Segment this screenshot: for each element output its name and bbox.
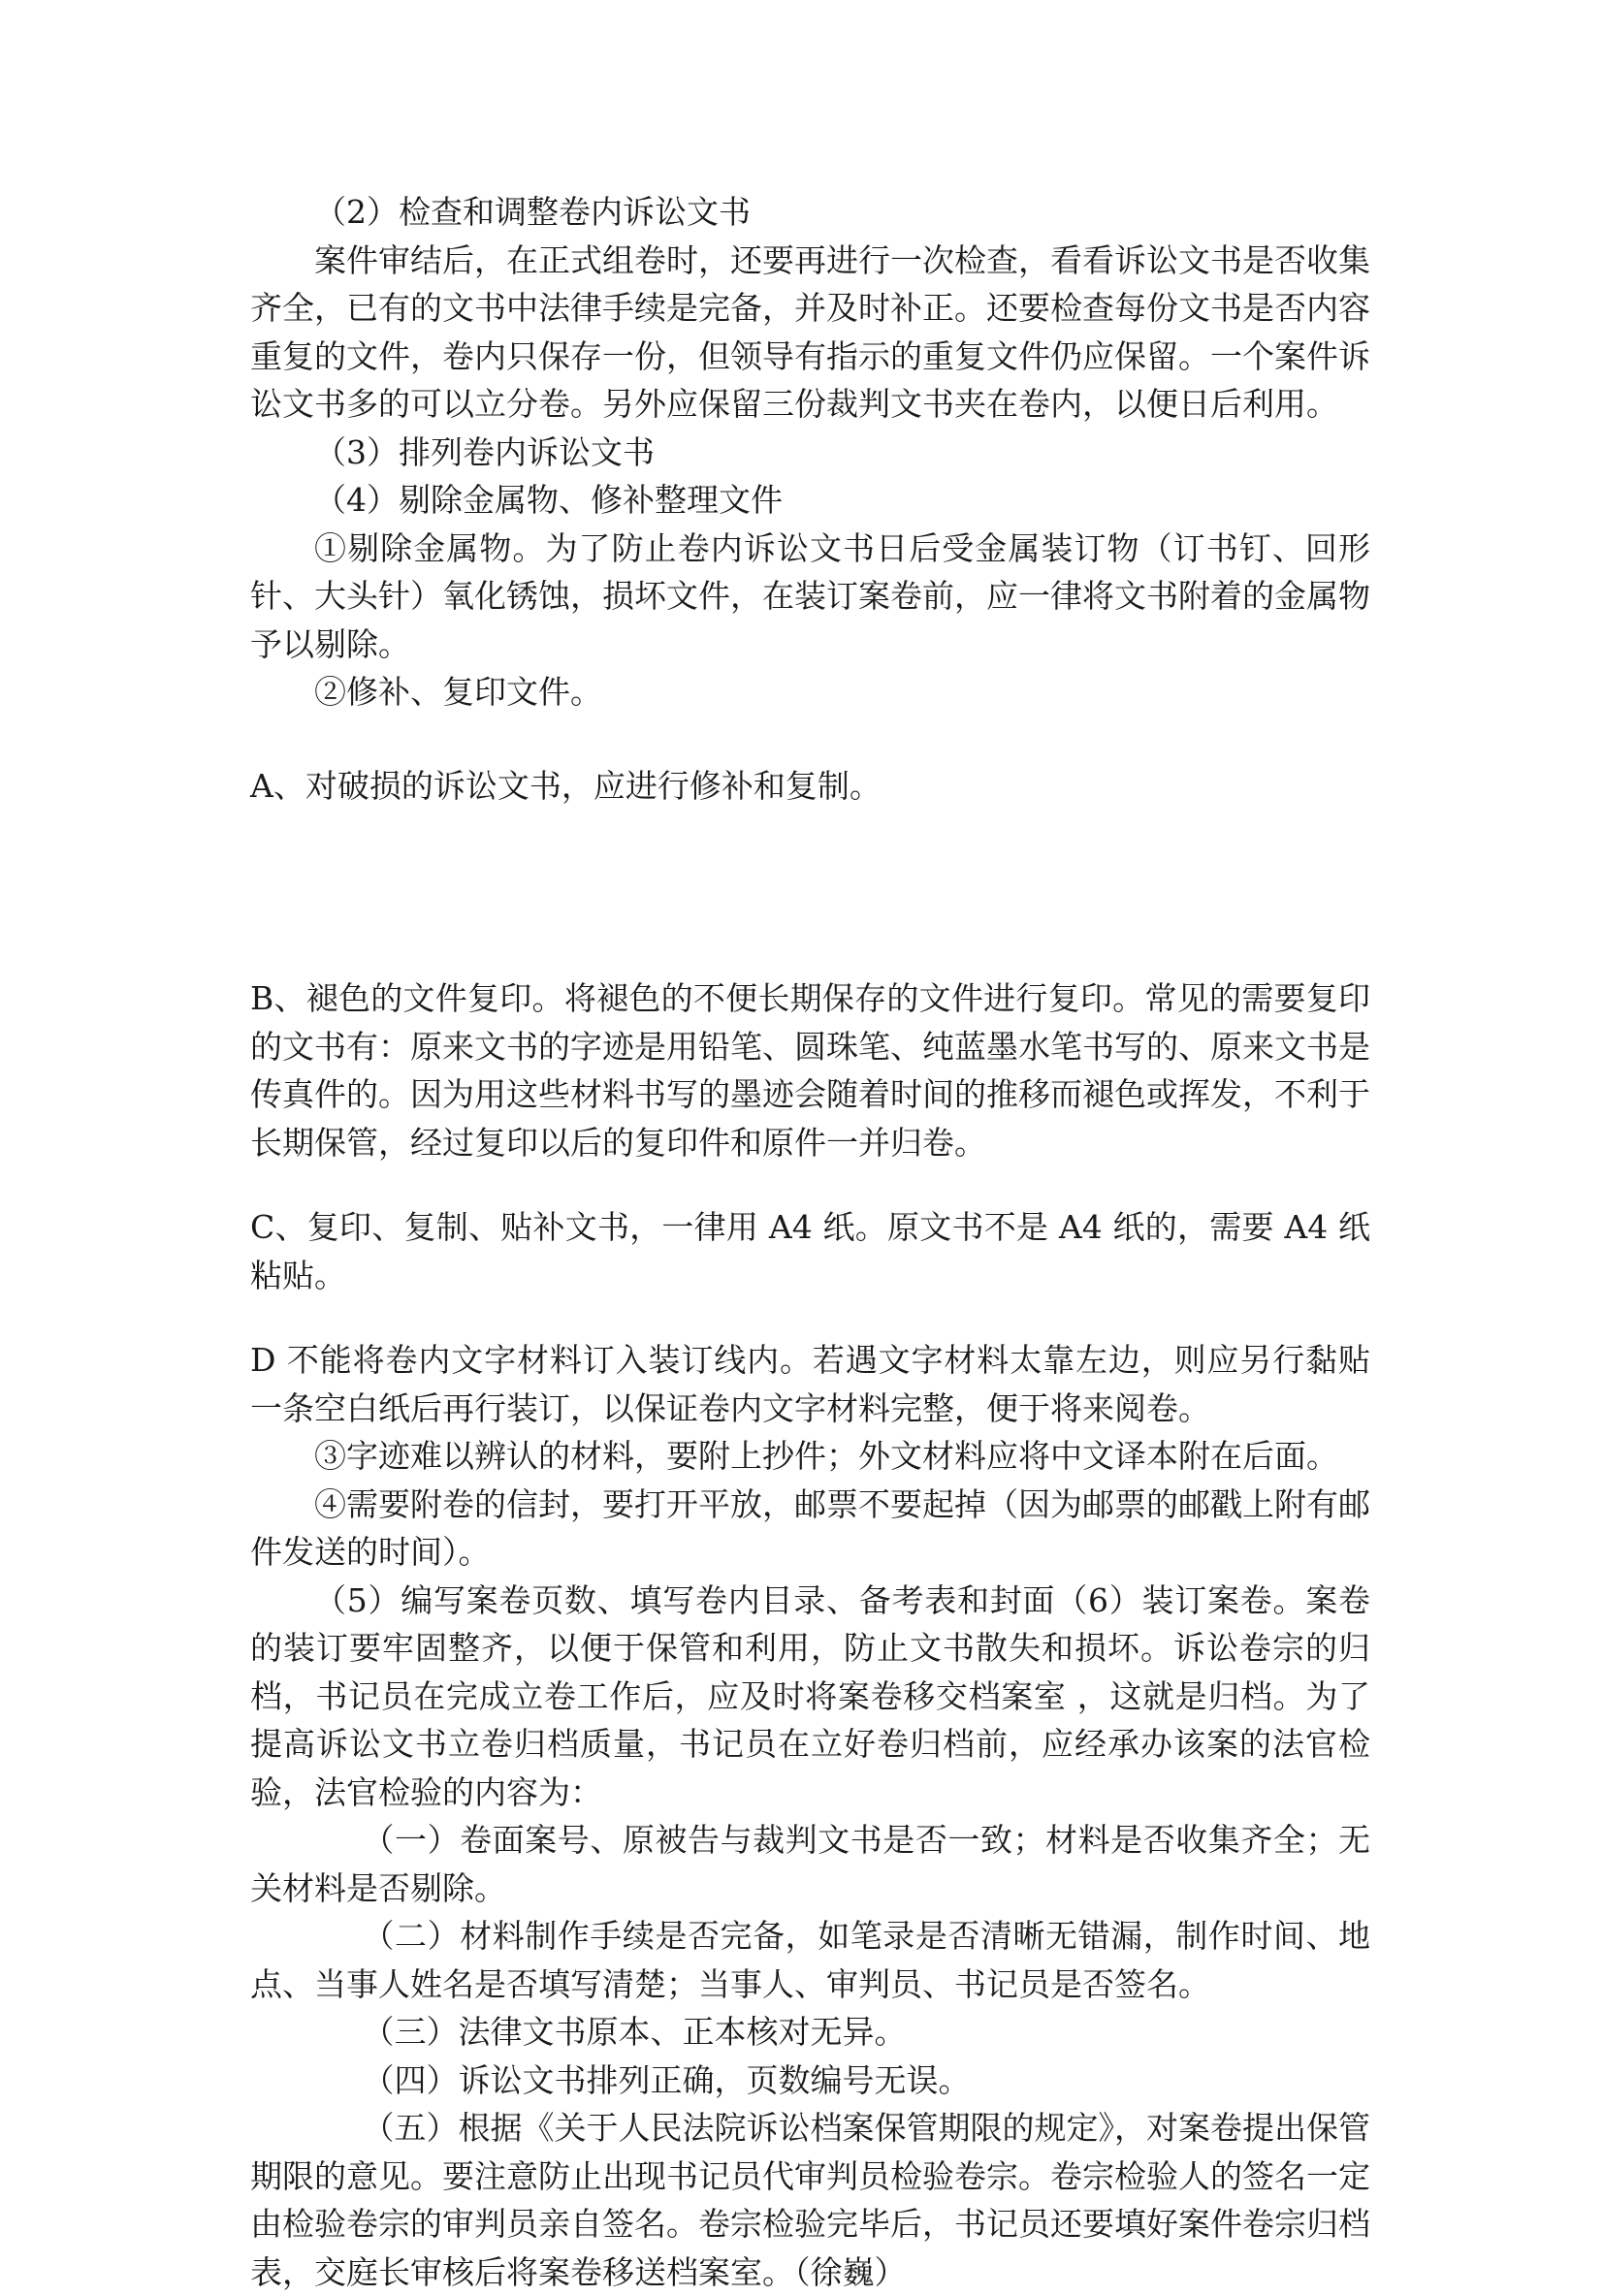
paragraph-envelopes: ④需要附卷的信封，要打开平放，邮票不要起掉（因为邮票的邮戳上附有邮件发送的时间）。 [250,1484,1370,1571]
item-c: C、复印、复制、贴补文书，一律用 A4 纸。原文书不是 A4 纸的，需要 A4 纸粘贴。 [250,1208,1370,1294]
checklist-item-1: （一）卷面案号、原被告与裁判文书是否一致；材料是否收集齐全；无关材料是否剔除。 [250,1821,1370,1907]
paragraph-remove-metal: ①剔除金属物。为了防止卷内诉讼文书日后受金属装订物（订书钉、回形针、大头针）氧化锈蚀，损坏文件，在装订案卷前，应一律将文书附着的金属物予以剔除。 [250,528,1370,663]
item-a: A、对破损的诉讼文书，应进行修补和复制。 [250,766,882,805]
checklist-item-3: （三）法律文书原本、正本核对无异。 [362,2013,907,2051]
checklist-item-2: （二）材料制作手续是否完备，如笔录是否清晰无错漏，制作时间、地点、当事人姓名是否填写清楚；当事人、审判员、书记员是否签名。 [250,1917,1370,2003]
heading-check-adjust: （2）检查和调整卷内诉讼文书 [314,193,751,231]
paragraph-repair-copy: ②修补、复印文件。 [314,673,602,711]
heading-remove-metal: （4）剔除金属物、修补整理文件 [314,481,783,519]
checklist-item-5: （五）根据《关于人民法院诉讼档案保管期限的规定》，对案卷提出保管期限的意见。要注意防止出现书记员代审判员检验卷宗。卷宗检验人的签名一定由检验卷宗的审判员亲自签名。卷宗检验完毕后，书记员还要填好案件卷宗归档表，交庭长审核后将案卷移送档案室。（徐巍） [250,2109,1370,2291]
paragraph-check-details: 案件审结后，在正式组卷时，还要再进行一次检查，看看诉讼文书是否收集齐全，已有的文书中法律手续是完备，并及时补正。还要检查每份文书是否内容重复的文件，卷内只保存一份，但领导有指示的重复文件仍应保留。一个案件诉讼文书多的可以立分卷。另外应保留三份裁判文书夹在卷内，以便日后利用。 [250,240,1370,423]
paragraph-illegible-materials: ③字迹难以辨认的材料，要附上抄件；外文材料应将中文译本附在后面。 [314,1437,1338,1475]
heading-arrange-documents: （3）排列卷内诉讼文书 [314,432,655,471]
item-b: B、褪色的文件复印。将褪色的不便长期保存的文件进行复印。常见的需要复印的文书有：原来文书的字迹是用铅笔、圆珠笔、纯蓝墨水笔书写的、原来文书是传真件的。因为用这些材料书写的墨迹会随着时间的推移而褪色或挥发，不利于长期保管，经过复印以后的复印件和原件一并归卷。 [250,979,1370,1162]
checklist-item-4: （四）诉讼文书排列正确，页数编号无误。 [362,2060,971,2099]
item-d: D 不能将卷内文字材料订入装订线内。若遇文字材料太靠左边，则应另行黏贴一条空白纸后再行装订，以保证卷内文字材料完整，便于将来阅卷。 [250,1341,1370,1427]
document-page [250,188,1370,2296]
paragraph-binding-archiving: （5）编写案卷页数、填写卷内目录、备考表和封面（6）装订案卷。案卷的装订要牢固整齐，以便于保管和利用，防止文书散失和损坏。诉讼卷宗的归档，书记员在完成立卷工作后，应及时将案卷移交档案室 ，这就是归档。为了提高诉讼文书立卷归档质量，书记员在立好卷归档前，应经承办该案的法官检验，法官检验的内容为： [250,1580,1370,1811]
